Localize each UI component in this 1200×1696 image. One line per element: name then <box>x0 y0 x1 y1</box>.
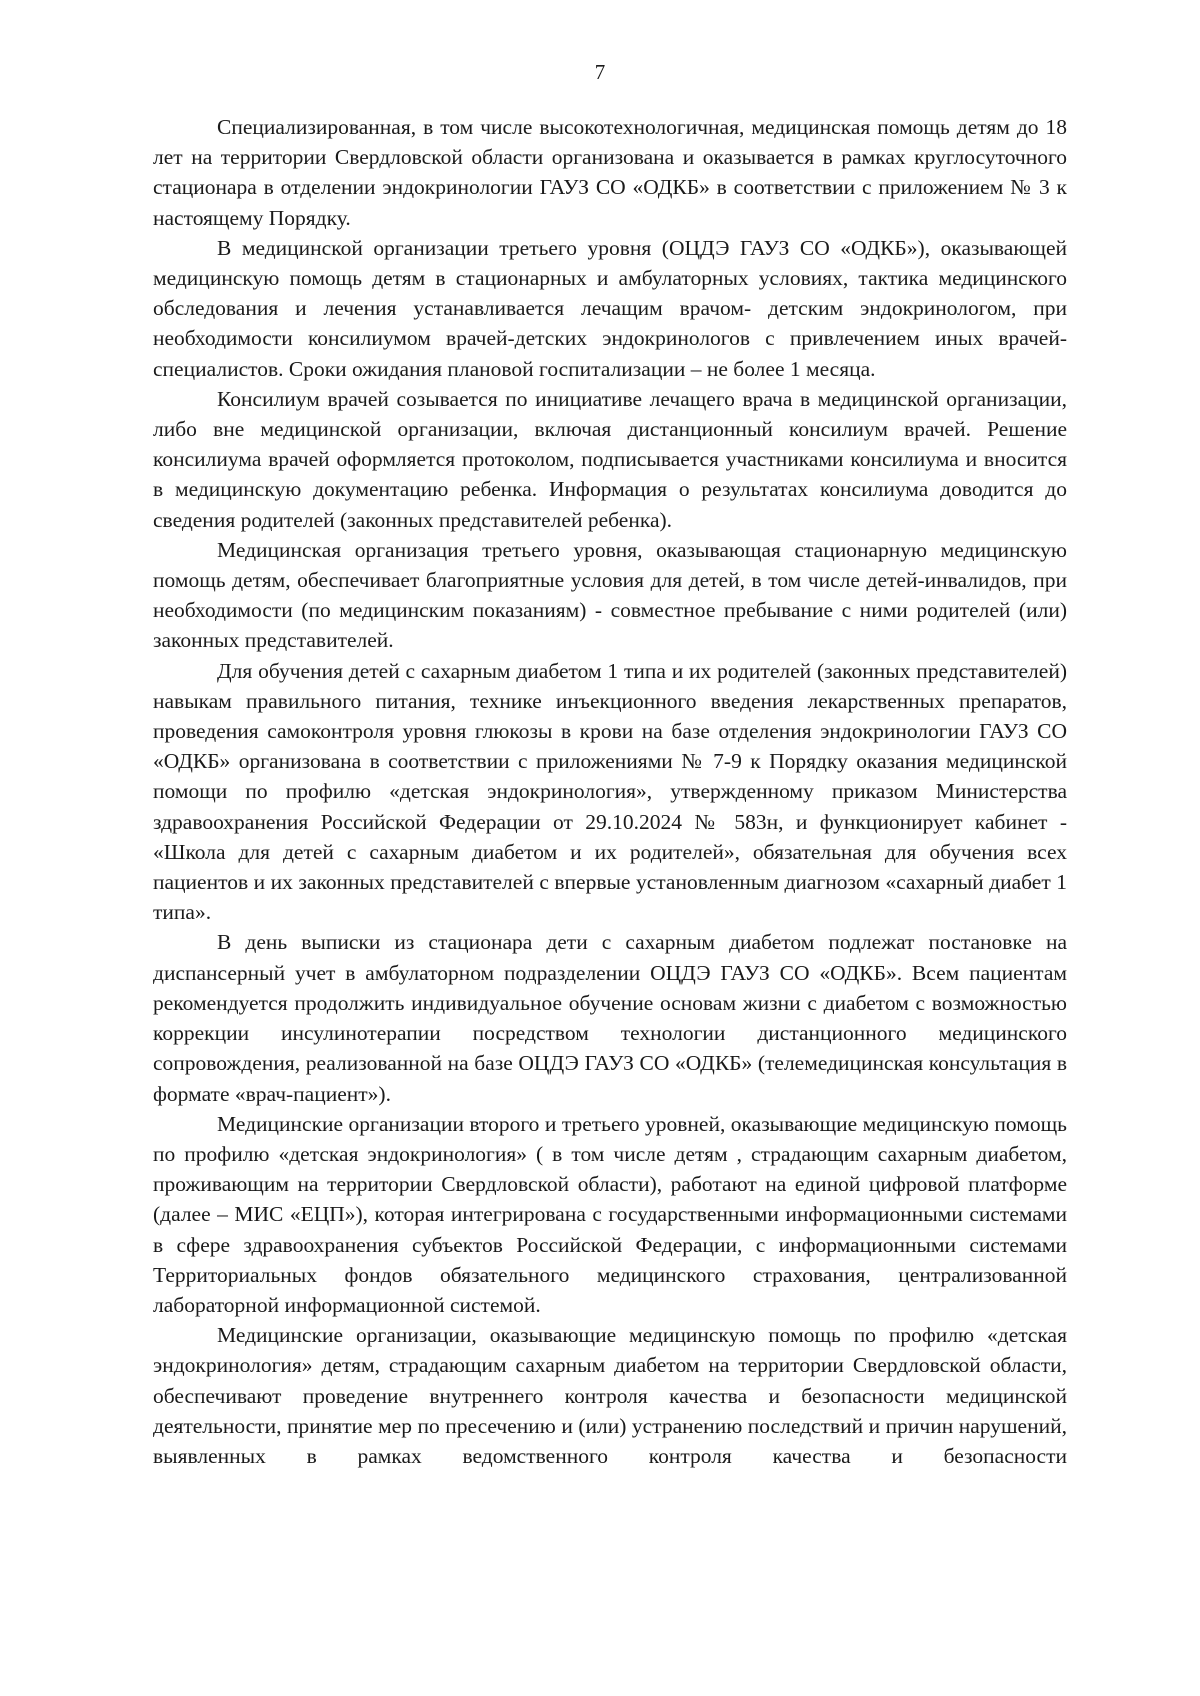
paragraph-discharge-registration: В день выписки из стационара дети с сахарным диабетом подлежат постановке на диспансерный учет в амбулаторном подразделении ОЦДЭ ГАУЗ СО «ОДКБ». Всем пациентам рекомендуется продолжить индивидуальное обучение основам жизни с диабетом с возможностью коррекции инсулинотерапии посредством технологии дистанционного медицинского сопровождения, реализованной на базе ОЦДЭ ГАУЗ СО «ОДКБ» (телемедицинская консультация в формате «врач-пациент»). <box>153 930 1067 1106</box>
paragraph-digital-platform: Медицинские организации второго и третьего уровней, оказывающие медицинскую помощь по профилю «детская эндокринология» ( в том числе детям , страдающим сахарным диабетом, проживающим на территории Свердловской области), работают на единой цифровой платформе (далее – МИС «ЕЦП»), которая интегрирована с государственными информационными системами в сфере здравоохранения субъектов Российской Федерации, с информационными системами Территориальных фондов обязательного медицинского страхования, централизованной лабораторной информационной системой. <box>153 1111 1067 1317</box>
paragraph-diabetes-school: Для обучения детей с сахарным диабетом 1 типа и их родителей (законных представителей) навыкам правильного питания, технике инъекционного введения лекарственных препаратов, проведения самоконтроля уровня глюкозы в крови на базе отделения эндокринологии ГАУЗ СО «ОДКБ» организована в соответствии с приложениями № 7-9 к Порядку оказания медицинской помощи по профилю «детская эндокринология», утвержденному приказом Министерства здравоохранения Российской Федерации от 29.10.2024 № 583н, и функционирует кабинет - «Школа для детей с сахарным диабетом и их родителей», обязательная для обучения всех пациентов и их законных представителей с впервые установленным диагнозом «сахарный диабет 1 типа». <box>153 658 1067 925</box>
paragraph-third-level-organization: В медицинской организации третьего уровня (ОЦДЭ ГАУЗ СО «ОДКБ»), оказывающей медицинскую помощь детям в стационарных и амбулаторных условиях, тактика медицинского обследования и лечения устанавливается лечащим врачом- детским эндокринологом, при необходимости консилиумом врачей-детских эндокринологов с привлечением иных врачей-специалистов. Сроки ожидания плановой госпитализации – не более 1 месяца. <box>153 235 1067 381</box>
page-number: 7 <box>594 60 606 84</box>
document-body <box>153 112 1067 1471</box>
paragraph-consilium: Консилиум врачей созывается по инициативе лечащего врача в медицинской организации, либо вне медицинской организации, включая дистанционный консилиум врачей. Решение консилиума врачей оформляется протоколом, подписывается участниками консилиума и вносится в медицинскую документацию ребенка. Информация о результатах консилиума доводится до сведения родителей (законных представителей ребенка). <box>153 386 1067 532</box>
paragraph-specialized-care: Специализированная, в том числе высокотехнологичная, медицинская помощь детям до 18 лет на территории Свердловской области организована и оказывается в рамках круглосуточного стационара в отделении эндокринологии ГАУЗ СО «ОДКБ» в соответствии с приложением № 3 к настоящему Порядку. <box>153 115 1067 230</box>
paragraph-quality-control: Медицинские организации, оказывающие медицинскую помощь по профилю «детская эндокринология» детям, страдающим сахарным диабетом на территории Свердловской области, обеспечивают проведение внутреннего контроля качества и безопасности медицинской деятельности, принятие мер по пресечению и (или) устранению последствий и причин нарушений, выявленных в рамках ведомственного контроля качества и безопасности <box>153 1323 1067 1468</box>
paragraph-hospital-conditions: Медицинская организация третьего уровня, оказывающая стационарную медицинскую помощь детям, обеспечивает благоприятные условия для детей, в том числе детей-инвалидов, при необходимости (по медицинским показаниям) - совместное пребывание с ними родителей (или) законных представителей. <box>153 537 1067 653</box>
